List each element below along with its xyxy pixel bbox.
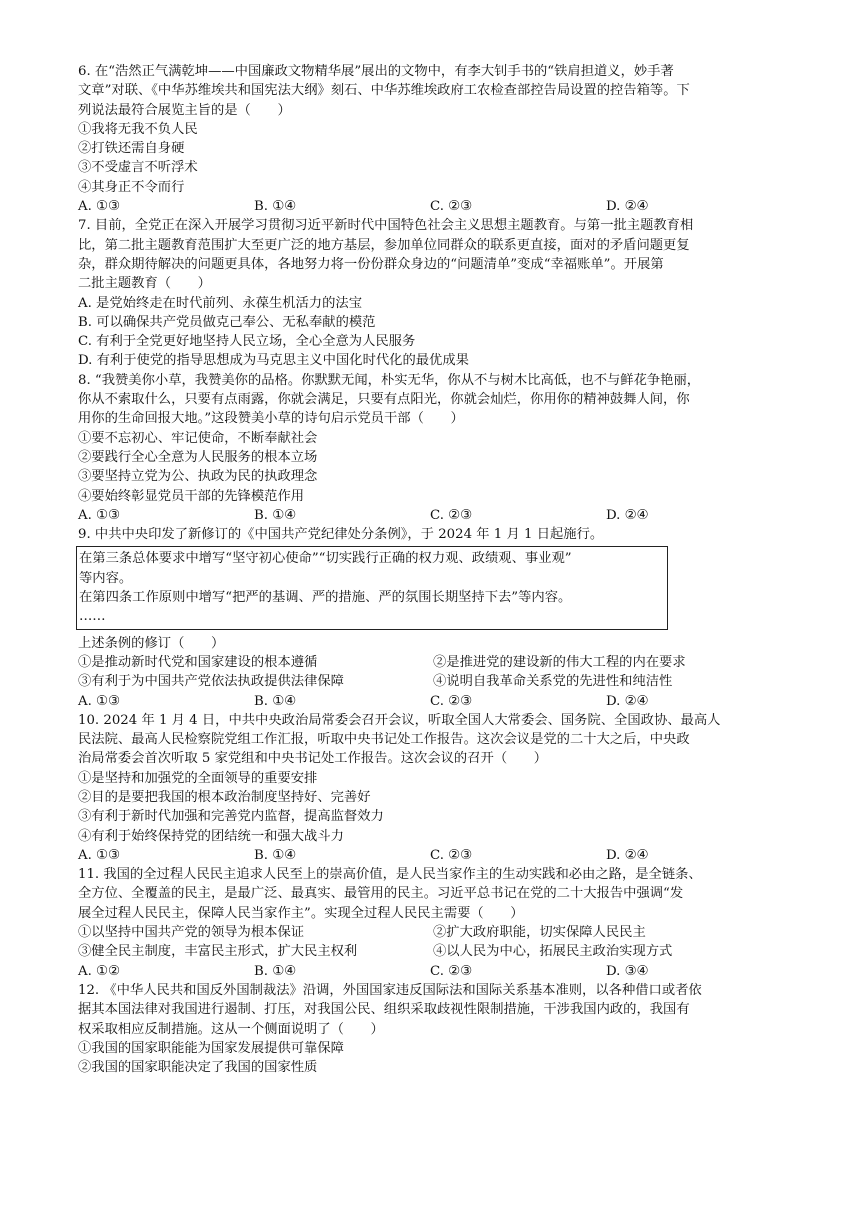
- option-b: B. 可以确保共产党员做克己奉公、无私奉献的模范: [78, 314, 376, 330]
- question-11: [78, 865, 788, 981]
- statement-item: ③有利于为中国共产党依法执政提供法律保障: [78, 674, 344, 690]
- statement-item: ③要坚持立党为公、执政为民的执政理念: [78, 469, 318, 485]
- statement-row: [78, 672, 788, 691]
- statement-item: ②扩大政府职能，切实保障人民民主: [433, 925, 646, 941]
- option-d: D. 有利于使党的指导思想成为马克思主义中国化时代化的最优成果: [78, 353, 469, 369]
- statement-item: ②我国的国家职能决定了我国的国家性质: [78, 1060, 318, 1076]
- question-stem-line: 列说法最符合展览主旨的是（ ）: [78, 102, 291, 118]
- statement-item: ②目的是要把我国的根本政治制度坚持好、完善好: [78, 789, 371, 805]
- material-line: 在第四条工作原则中增写“把严的基调、严的措施、严的氛围长期坚持下去”等内容。: [79, 590, 572, 606]
- statement-item: ③健全民主制度，丰富民主形式，扩大民主权利: [78, 944, 358, 960]
- statement-item: ④要始终彰显党员干部的先锋模范作用: [78, 488, 305, 504]
- option-d: D. ②④: [606, 199, 649, 215]
- answer-options: [78, 692, 788, 711]
- question-stem-line: 比，第二批主题教育范围扩大至更广泛的地方基层，参加单位同群众的联系更直接，面对的矛盾问题更复: [78, 237, 690, 253]
- question-10: [78, 711, 788, 865]
- question-stem-line: 治局常委会首次听取 5 家党组和中央书记处工作报告。这次会议的召开（ ）: [78, 751, 548, 767]
- statement-item: ③不受虚言不听浮术: [78, 160, 198, 176]
- question-6: [78, 62, 788, 216]
- option-c: C. 有利于全党更好地坚持人民立场，全心全意为人民服务: [78, 334, 416, 350]
- question-8: [78, 371, 788, 525]
- answer-options: [78, 962, 788, 981]
- option-a: A. ①③: [78, 199, 120, 215]
- option-a: A. 是党始终走在时代前列、永葆生机活力的法宝: [78, 295, 362, 311]
- material-line: 等内容。: [79, 570, 133, 586]
- option-c: C. ②③: [430, 963, 472, 979]
- question-stem-line: 10. 2024 年 1 月 4 日，中共中央政治局常委会召开会议，听取全国人大常委会、国务院、全国政协、最高人: [78, 712, 721, 728]
- option-b: B. ①④: [254, 199, 297, 215]
- option-a: A. ①③: [78, 847, 120, 863]
- statement-row: [78, 942, 788, 961]
- option-b: B. ①④: [254, 963, 297, 979]
- option-b: B. ①④: [254, 693, 297, 709]
- question-stem-line: 文章”对联、《中华苏维埃共和国宪法大纲》刻石、中华苏维埃政府工农检查部控告局设置的控告箱等。下: [78, 83, 690, 99]
- statement-item: ①以坚持中国共产党的领导为根本保证: [78, 925, 305, 941]
- question-stem-line: 11. 我国的全过程人民民主追求人民至上的崇高价值，是人民当家作主的生动实践和必由之路，是全链条、: [78, 867, 702, 883]
- question-stem-line: 上述条例的修订（ ）: [78, 635, 225, 651]
- question-stem-line: 12. 《中华人民共和国反外国制裁法》沿调，外国国家违反国际法和国际关系基本准则，以各种借口或者依: [78, 982, 702, 998]
- statement-item: ④以人民为中心，拓展民主政治实现方式: [433, 944, 673, 960]
- question-12: [78, 981, 788, 1077]
- question-stem-line: 7. 目前，全党正在深入开展学习贯彻习近平新时代中国特色社会主义思想主题教育。与第一批主题教育相: [78, 218, 694, 234]
- question-stem-line: 权采取相应反制措施。这从一个侧面说明了（ ）: [78, 1021, 384, 1037]
- material-ellipsis: ……: [79, 609, 106, 625]
- question-stem-line: 杂，群众期待解决的问题更具体，各地努力将一份份群众身边的“问题清单”变成“幸福账单”。开展第: [78, 256, 664, 272]
- question-stem-line: 全方位、全覆盖的民主，是最广泛、最真实、最管用的民主。习近平总书记在党的二十大报告中强调“发: [78, 886, 684, 902]
- answer-options: [78, 197, 788, 216]
- statement-item: ②是推进党的建设新的伟大工程的内在要求: [433, 654, 686, 670]
- option-a: A. ①②: [78, 963, 120, 979]
- option-d: D. ②④: [606, 693, 649, 709]
- statement-item: ①是坚持和加强党的全面领导的重要安排: [78, 770, 318, 786]
- option-b: B. ①④: [254, 507, 297, 523]
- statement-item: ③有利于新时代加强和完善党内监督，提高监督效力: [78, 809, 384, 825]
- material-line: 在第三条总体要求中增写“坚守初心使命”“切实践行正确的权力观、政绩观、事业观”: [79, 551, 572, 567]
- option-a: A. ①③: [78, 507, 120, 523]
- question-stem-line: 8. “我赞美你小草，我赞美你的品格。你默默无闻，朴实无华，你从不与树木比高低，也不与鲜花争艳丽，: [78, 372, 701, 388]
- option-c: C. ②③: [430, 507, 472, 523]
- statement-item: ④其身正不令而行: [78, 179, 185, 195]
- statement-row: [78, 923, 788, 942]
- answer-options: [78, 846, 788, 865]
- question-stem-line: 据其本国法律对我国进行遏制、打压，对我国公民、组织采取歧视性限制措施，干涉我国内政的，我国有: [78, 1002, 690, 1018]
- option-c: C. ②③: [430, 199, 472, 215]
- question-stem-line: 二批主题教育（ ）: [78, 276, 211, 292]
- question-9: [78, 525, 788, 711]
- question-stem-line: 你从不索取什么，只要有点雨露，你就会满足，只要有点阳光，你就会灿烂，你用你的精神鼓舞人间，你: [78, 392, 690, 408]
- statement-item: ①我将无我不负人民: [78, 121, 198, 137]
- exam-page: [78, 62, 788, 1077]
- option-d: D. ②④: [606, 507, 649, 523]
- question-stem-line: 用你的生命回报大地。”这段赞美小草的诗句启示党员干部（ ）: [78, 411, 464, 427]
- statement-item: ②打铁还需自身硬: [78, 141, 185, 157]
- question-stem-line: 6. 在“浩然正气满乾坤——中国廉政文物精华展”展出的文物中，有李大钊手书的“铁肩担道义，妙手著: [78, 64, 674, 79]
- statement-item: ④有利于始终保持党的团结统一和强大战斗力: [78, 828, 344, 844]
- option-c: C. ②③: [430, 847, 472, 863]
- statement-item: ④说明自我革命关系党的先进性和纯洁性: [433, 674, 673, 690]
- option-d: D. ②④: [606, 847, 649, 863]
- material-box: [76, 546, 668, 629]
- option-c: C. ②③: [430, 693, 472, 709]
- statement-item: ①我国的国家职能能为国家发展提供可靠保障: [78, 1040, 344, 1056]
- statement-item: ①要不忘初心、牢记使命，不断奉献社会: [78, 430, 318, 446]
- question-stem-line: 民法院、最高人民检察院党组工作汇报，听取中央书记处工作报告。这次会议是党的二十大之后，中央政: [78, 732, 690, 748]
- question-7: [78, 216, 788, 370]
- statement-item: ①是推动新时代党和国家建设的根本遵循: [78, 654, 318, 670]
- option-a: A. ①③: [78, 693, 120, 709]
- option-d: D. ③④: [606, 963, 649, 979]
- statement-item: ②要践行全心全意为人民服务的根本立场: [78, 449, 318, 465]
- answer-options: [78, 506, 788, 525]
- question-stem-line: 9. 中共中央印发了新修订的《中国共产党纪律处分条例》，于 2024 年 1 月 1 日起施行。: [78, 527, 604, 543]
- question-stem-line: 展全过程人民民主，保障人民当家作主”。实现全过程人民民主需要（ ）: [78, 905, 524, 921]
- statement-row: [78, 653, 788, 672]
- option-b: B. ①④: [254, 847, 297, 863]
